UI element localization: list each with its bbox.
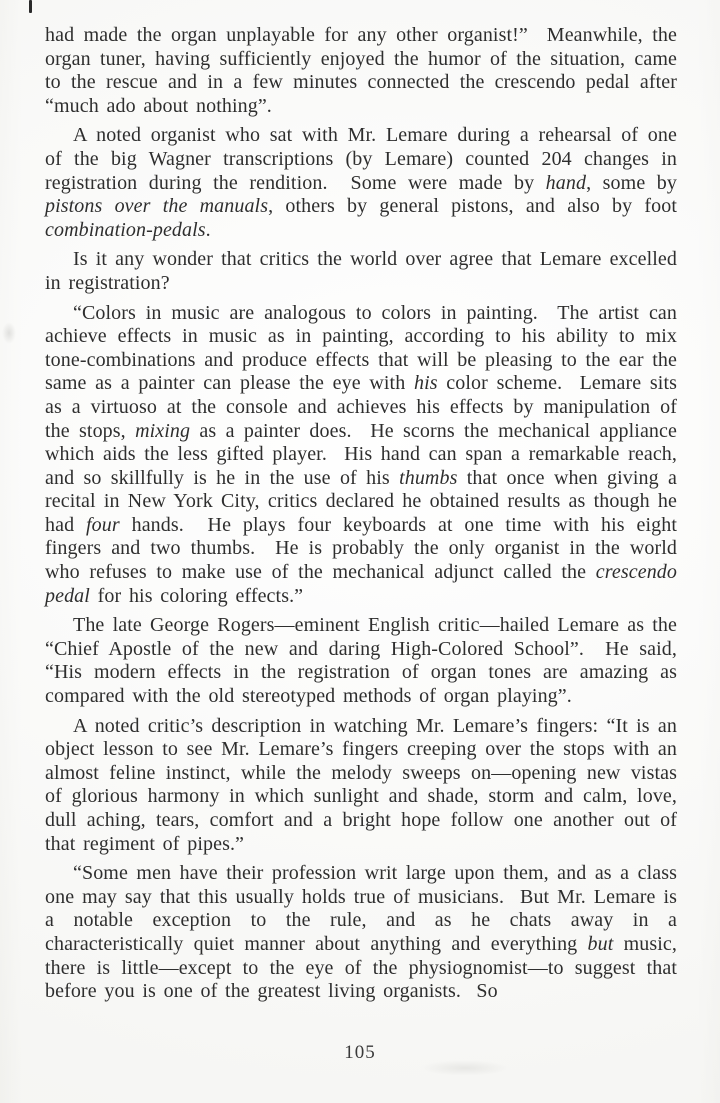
italic-text-run: hand: [545, 171, 587, 194]
scan-smudge: [2, 322, 16, 344]
text-run: The late George Rogers—eminent English critic—hailed Lemare as the “Chief Apostle of the new and daring High-Colored School”. He said, “His modern effects in the registration of organ tones are amazing as compared with the old stereotyped methods of organ playing”.: [45, 614, 677, 708]
paragraph: [45, 715, 677, 857]
text-run: hands. He plays four keyboards at one time with his eight fingers and two thumbs. He is probably the only organist in the world who refuses to make use of the mechanical adjunct called the: [45, 513, 677, 584]
italic-text-run: his: [413, 372, 438, 395]
text-run: that once when giving a recital in New York City, critics declared he obtained results as though he had: [45, 466, 677, 536]
text-run: had made the organ unplayable for any other organist!” Meanwhile, the organ tuner, having sufficiently enjoyed the humor of the situation, came to the rescue and in a few minutes connected the crescendo pedal after “much ado about nothing”.: [45, 24, 677, 117]
text-run: color scheme. Lemare sits as a virtuoso at the console and achieves his effects by manipulation of the stops,: [45, 372, 677, 442]
page-number: 105: [344, 1042, 376, 1063]
paragraph: [45, 614, 677, 708]
paragraph: [45, 24, 677, 118]
text-run: “Some men have their profession writ large upon them, and as a class one may say that this usually holds true of musicians. But Mr. Lemare is a notable exception to the rule, and as he chats away in a characteristically quiet manner about anything and everything: [45, 862, 677, 955]
text-run: .: [205, 218, 211, 241]
text-run: as a painter does. He scorns the mechanical appliance which aids the less gifted player. His hand can span a remarkable reach, and so skillfully is he in the use of his: [45, 419, 677, 489]
italic-text-run: mixing: [135, 419, 191, 442]
text-run: Is it any wonder that critics the world over agree that Lemare excelled in registration?: [45, 248, 677, 294]
text-run: , some by: [586, 171, 677, 194]
italic-text-run: combination-pedals: [45, 218, 206, 241]
text-run: A noted organist who sat with Mr. Lemare during a rehearsal of one of the big Wagner transcriptions (by Lemare) counted 204 changes in registration during the rendition. Some were made by: [45, 124, 677, 194]
italic-text-run: thumbs: [399, 466, 458, 489]
text-run: “Colors in music are analogous to colors in painting. The artist can achieve effects in music as in painting, according to his ability to mix tone-combinations and produce effects that will be pleasing to the ear the same as a painter can please the eye with: [45, 301, 677, 395]
italic-text-run: four: [86, 513, 120, 536]
italic-text-run: pistons over the manuals: [45, 195, 269, 218]
text-run: , others by general pistons, and also by foot: [268, 195, 677, 218]
text-run: A noted critic’s description in watching Mr. Lemare’s fingers: “It is an object lesson to see Mr. Lemare’s fingers creeping over the stops with an almost feline instinct, while the melody sweeps on—opening new vistas of glorious harmony in which sunlight and shade, storm and calm, love, dull aching, tears, comfort and a bright hope follow one another out of that regiment of pipes.”: [45, 714, 677, 855]
paragraph: [45, 862, 677, 1004]
scan-artifact-mark: [29, 0, 32, 13]
paragraph: [45, 248, 677, 295]
paragraph: [45, 124, 677, 242]
text-run: music, there is little—except to the eye of the physiognomist—to suggest that before you is one of the greatest living organists. So: [45, 932, 677, 1003]
italic-text-run: crescendo pedal: [45, 561, 677, 607]
paragraph: [45, 302, 677, 609]
text-run: for his coloring effects.”: [89, 584, 304, 607]
text-block: [45, 24, 677, 1010]
italic-text-run: but: [587, 932, 614, 955]
